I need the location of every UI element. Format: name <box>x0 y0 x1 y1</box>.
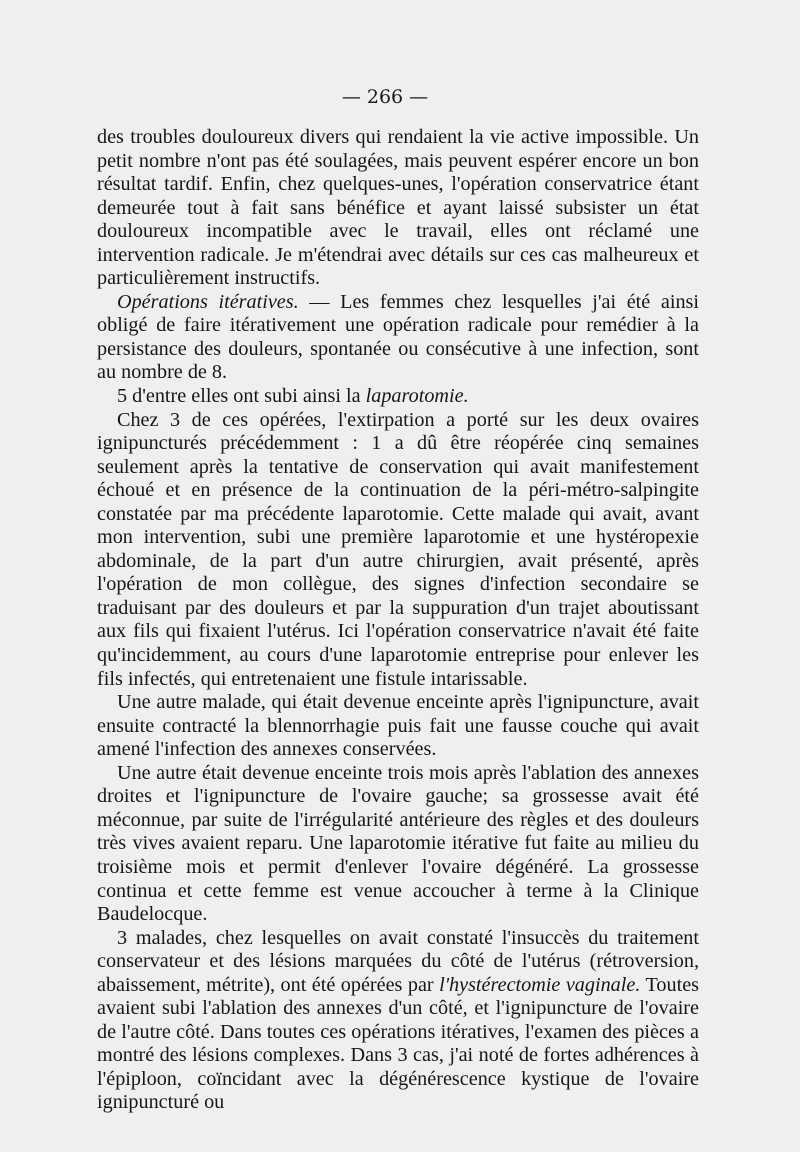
paragraph-continuation: des troubles douloureux divers qui rendaient la vie active impossible. Un petit nombre n'ont pas été soulagées, mais peuvent espérer encore un bon résultat tardif. Enfin, chez quelques-unes, l'opération conservatrice étant demeurée tout à fait sans bénéfice et ayant laissé subsister un état douloureux incompatible avec le travail, elles ont réclamé une intervention radicale. Je m'étendrai avec détails sur ces cas malheureux et particulièrement instructifs. <box>97 126 699 290</box>
paragraph-text: Toutes avaient subi l'ablation des annexes d'un côté, et l'ignipuncture de l'ovaire de l'autre côté. Dans toutes ces opérations itératives, l'examen des pièces a montré des lésions complexes. Dans 3 cas, j'ai noté de fortes adhérences à l'épiploon, coïncidant avec la dégénérescence kystique de l'ovaire ignipuncturé ou <box>97 973 700 1114</box>
paragraph-text: — Les femmes chez lesquelles j'ai été ainsi obligé de faire itérativement une opération radicale pour remédier à la persistance des douleurs, spontanée ou consécutive à une infection, sont au nombre de 8. <box>97 290 700 384</box>
page-number: — 266 — <box>341 86 429 108</box>
paragraph-laparotomie <box>97 385 699 409</box>
body-text <box>97 126 699 1115</box>
paragraph-extirpation: Chez 3 de ces opérées, l'extirpation a porté sur les deux ovaires ignipuncturés précédemment : 1 a dû être réopérée cinq semaines seulement après la tentative de conservation qui avait manifestement échoué et en présence de la continuation de la péri-métro-salpingite constatée par ma précédente laparotomie. Cette malade qui avait, avant mon intervention, subi une première laparotomie et une hystéropexie abdominale, de la part d'un autre chirurgien, avait présenté, après l'opération de mon collègue, des signes d'infection secondaire se traduisant par des douleurs et par la suppuration d'un trajet aboutissant aux fils qui fixaient l'utérus. Ici l'opération conservatrice n'avait été faite qu'incidemment, au cours d'une laparotomie entreprise pour enlever les fils infectés, qui entretenaient une fistule intarissable. <box>97 408 699 690</box>
italic-term-laparotomie: laparotomie. <box>365 385 469 408</box>
italic-term-hysterectomie: l'hystérectomie vaginale. <box>439 973 641 996</box>
paragraph-text: 5 d'entre elles ont subi ainsi la <box>117 385 366 408</box>
paragraph-text: 3 malades, chez lesquelles on avait constaté l'insuccès du traitement conservateur et des lésions marquées du côté de l'utérus (rétroversion, abaissement, métrite), ont été opérées par <box>97 926 699 996</box>
paragraph-operations-iteratives <box>97 291 699 385</box>
section-title-operations-iteratives: Opérations itératives. <box>117 290 299 313</box>
paragraph-hysterectomie <box>97 927 699 1115</box>
paragraph-autre-malade-grossesse: Une autre était devenue enceinte trois mois après l'ablation des annexes droites et l'ignipuncture de l'ovaire gauche; sa grossesse avait été méconnue, par suite de l'irrégularité antérieure des règles et des douleurs très vives avaient reparu. Une laparotomie itérative fut faite au milieu du troisième mois et permit d'enlever l'ovaire dégénéré. La grossesse continua et cette femme est venue accoucher à terme à la Clinique Baudelocque. <box>97 761 699 926</box>
paragraph-autre-malade-blennorrhagie: Une autre malade, qui était devenue enceinte après l'ignipuncture, avait ensuite contracté la blennorrhagie puis fait une fausse couche qui avait amené l'infection des annexes conservées. <box>97 691 699 761</box>
